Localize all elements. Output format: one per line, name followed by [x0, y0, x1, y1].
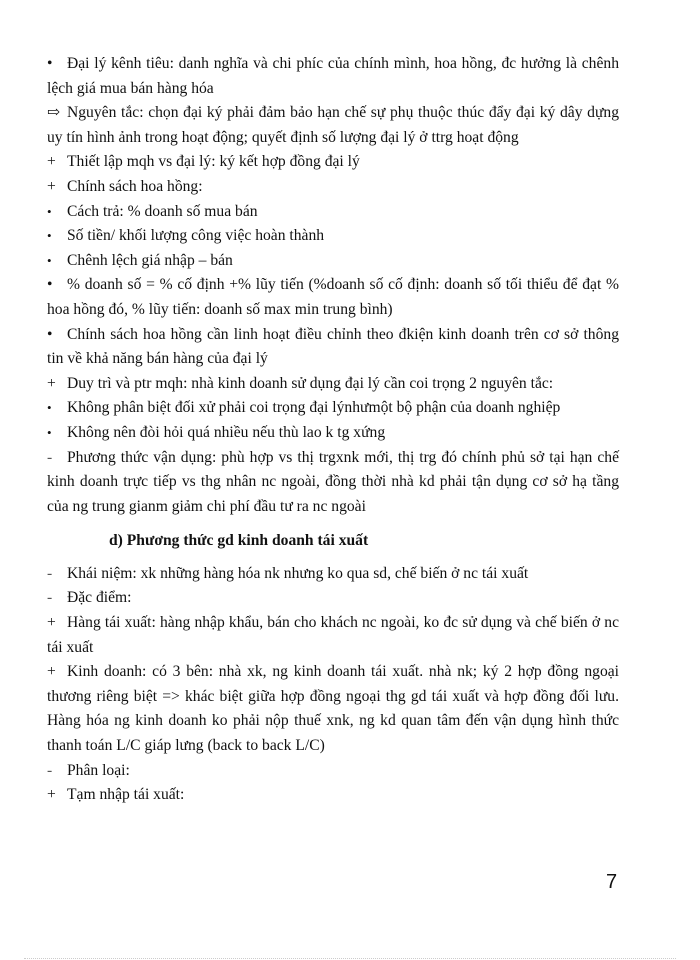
bullet-marker: •	[47, 424, 52, 440]
bullet-marker: •	[47, 276, 53, 294]
paragraph-characteristics	[47, 586, 619, 611]
bullet-marker: •	[47, 325, 53, 343]
plus-marker: +	[47, 374, 56, 392]
paragraph-text: Đại lý kênh tiêu: danh nghĩa và chi phíc của chính mình, hoa hồng, đc hưởng là chênh lệch giá mua bán hàng hóa	[47, 55, 619, 97]
paragraph-text: Nguyên tắc: chọn đại ký phải đảm bảo hạn chế sự phụ thuộc thúc đẩy đại ký dây dựng uy tín hình ảnh trong hoạt động; quyết định số lượng đại lý ở ttrg hoạt động	[47, 104, 619, 146]
paragraph-price-difference	[47, 249, 619, 274]
paragraph-text: Không phân biệt đối xử phải coi trọng đại lýnhưmột bộ phận của doanh nghiệp	[67, 399, 561, 417]
plus-marker: +	[47, 614, 56, 632]
paragraph-text: % doanh số = % cố định +% lũy tiến (%doanh số cố định: doanh số tối thiểu để đạt % hoa hồng đó, % lũy tiến: doanh số max min trung bình)	[47, 276, 619, 318]
paragraph-text: Đặc điểm:	[67, 589, 132, 607]
plus-marker: +	[47, 177, 56, 195]
bullet-marker: •	[47, 252, 52, 268]
dash-marker: -	[47, 761, 53, 779]
bullet-marker: •	[47, 55, 53, 72]
paragraph-payment-method	[47, 200, 619, 225]
page-number: 7	[606, 871, 618, 893]
paragraph-text: Chính sách hoa hồng cần linh hoạt điều chỉnh theo đkiện kinh doanh trên cơ sở thông tin về khả năng bán hàng của đại lý	[47, 325, 619, 368]
bullet-marker: •	[47, 228, 52, 244]
paragraph-text: Duy trì và ptr mqh: nhà kinh doanh sử dụng đại lý cần coi trọng 2 nguyên tắc:	[67, 374, 554, 392]
paragraph-maintain-relationship	[47, 372, 619, 397]
paragraph-commission-policy	[47, 175, 619, 200]
paragraph-business	[47, 660, 619, 758]
paragraph-no-discrimination	[47, 396, 619, 421]
paragraph-reexport-goods	[47, 611, 619, 660]
paragraph-temporary-import	[47, 783, 619, 808]
document-page	[47, 52, 619, 808]
dash-marker: -	[47, 564, 53, 582]
paragraph-text: Chênh lệch giá nhập – bán	[67, 251, 233, 269]
paragraph-sales-percentage	[47, 273, 619, 322]
page-bottom-divider	[24, 958, 676, 959]
paragraph-text: Tạm nhập tái xuất:	[67, 786, 185, 804]
paragraph-text: Thiết lập mqh vs đại lý: ký kết hợp đồng đại lý	[67, 153, 360, 171]
paragraph-text: Số tiền/ khối lượng công việc hoàn thành	[67, 227, 325, 245]
paragraph-text: Không nên đòi hỏi quá nhiều nếu thù lao k tg xứng	[67, 423, 386, 441]
paragraph-text: Kinh doanh: có 3 bên: nhà xk, ng kinh doanh tái xuất. nhà nk; ký 2 hợp đồng ngoại thương riêng biệt => khác biệt giữa hợp đồng ngoại thg gd tái xuất và hợp đồng đối lưu. Hàng hóa ng kinh doanh ko phải nộp thuế xnk, ng kd quan tâm đến vận dụng hình thức thanh toán L/C giáp lưng (back to back L/C)	[47, 663, 619, 755]
dash-marker: -	[47, 448, 53, 466]
bullet-marker: •	[47, 400, 52, 416]
paragraph-text: Phương thức vận dụng: phù hợp vs thị trgxnk mới, thị trg đó chính phủ sở tại hạn chế kinh doanh trực tiếp vs thg nhân nc ngoài, đồng thời nhà kd phải tận dụng cơ sở hạ tầng của ng trung gianm giảm chi phí đầu tư ra nc ngoài	[47, 448, 619, 515]
plus-marker: +	[47, 663, 56, 681]
arrow-marker: ⇨	[47, 104, 61, 122]
paragraph-concept	[47, 562, 619, 587]
paragraph-setup-relationship	[47, 150, 619, 175]
paragraph-amount-workload	[47, 224, 619, 249]
paragraph-text: Phân loại:	[67, 761, 130, 779]
paragraph-application-method	[47, 446, 619, 520]
paragraph-text: Khái niệm: xk những hàng hóa nk nhưng ko qua sd, chế biến ở nc tái xuất	[67, 564, 529, 582]
dash-marker: -	[47, 589, 53, 607]
paragraph-text: Hàng tái xuất: hàng nhập khẩu, bán cho khách nc ngoài, ko đc sử dụng và chế biến ở nc tái xuất	[47, 614, 619, 656]
bullet-marker: •	[47, 203, 52, 219]
paragraph-principle	[47, 101, 619, 150]
paragraph-text: Chính sách hoa hồng:	[67, 177, 203, 195]
section-heading: d) Phương thức gd kinh doanh tái xuất	[109, 532, 369, 550]
paragraph-agent-channel	[47, 52, 619, 101]
paragraph-no-excess-demands	[47, 421, 619, 446]
paragraph-flexible-policy	[47, 323, 619, 372]
plus-marker: +	[47, 786, 56, 804]
plus-marker: +	[47, 153, 56, 171]
paragraph-classification	[47, 759, 619, 784]
paragraph-text: Cách trả: % doanh số mua bán	[67, 202, 258, 220]
